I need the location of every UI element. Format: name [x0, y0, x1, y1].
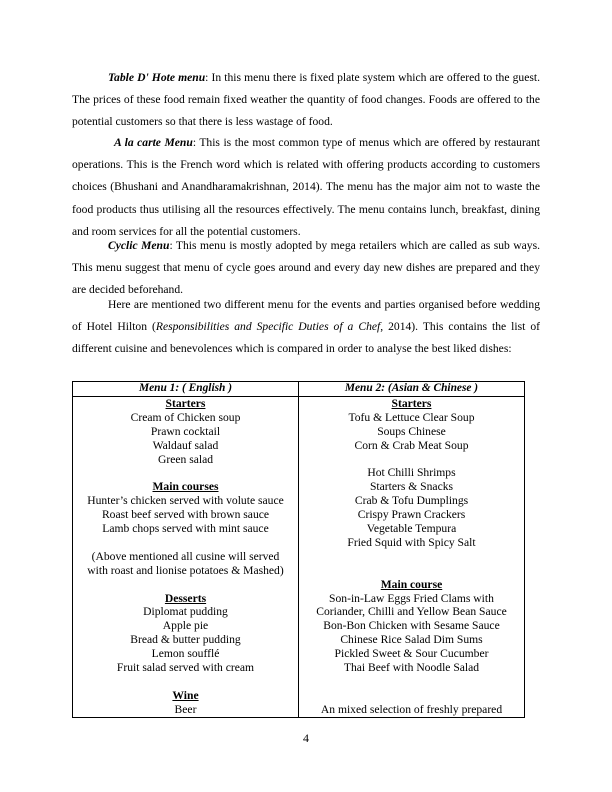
term-table-dhote: Table D' Hote menu — [108, 71, 206, 84]
paragraph-cyclic — [72, 235, 540, 302]
menu-item: Crab & Tofu Dumplings — [354, 494, 469, 508]
paragraph-text: : In this menu there is fixed plate system which are offered to the guest. The prices of these food remain fixed weather the quantity of food changes. Foods are offered to the potential customers so that there is less wastage of food. — [72, 71, 540, 129]
menu-item: Green salad — [157, 452, 214, 466]
paragraph-text: Here are mentioned two different menu for the events and parties organised before wedding of Hotel Hilton ( — [72, 298, 540, 334]
menu-comparison-table — [72, 381, 525, 718]
citation-title: Responsibilities and Specific Duties of a Chef — [155, 320, 381, 334]
menu-item: Crispy Prawn Crackers — [357, 508, 466, 522]
term-a-la-carte: A la carte Menu — [114, 136, 193, 149]
section-heading: Main courses — [152, 480, 219, 494]
menu-item: Bon-Bon Chicken with Sesame Sauce — [323, 619, 500, 633]
paragraph-menus-intro — [72, 294, 540, 361]
menu-item: Tofu & Lettuce Clear Soup — [348, 410, 475, 424]
paragraph-text: : This is the most common type of menus which are offered by restaurant operations. This is the French word which is related with offering products according to customers choices (Bhushani and Anandharamakrishnan, 2014). The menu has the major aim not to waste the food products thus utilising all the resources effectively. The menu contains lunch, breakfast, dining and room services for all the potential customers. — [72, 136, 540, 238]
menu-item: Starters & Snacks — [369, 480, 454, 494]
menu-item: Son-in-Law Eggs Fried Clams with — [329, 591, 494, 605]
term-cyclic: Cyclic Menu — [108, 239, 170, 252]
menu-item: Prawn cocktail — [150, 424, 221, 438]
paragraph-text: : This menu is mostly adopted by mega retailers which are called as sub ways. This menu suggest that menu of cycle goes around and every day new dishes are prepared and they are decided beforehand. — [72, 239, 540, 297]
menu-item: Coriander, Chilli and Yellow Bean Sauce — [316, 605, 507, 619]
menu-item: Chinese Rice Salad Dim Sums — [340, 633, 483, 647]
section-heading: Starters — [165, 396, 206, 410]
menu-item: Diplomat pudding — [143, 605, 228, 619]
menu-1-column — [73, 396, 299, 717]
menu-2-column — [299, 396, 525, 717]
menu-item: Beer — [174, 702, 197, 716]
section-heading: Wine — [172, 688, 199, 702]
menu-item: Cream of Chicken soup — [130, 410, 241, 424]
menu-item: Hot Chilli Shrimps — [367, 466, 456, 480]
menu-item: Pickled Sweet & Sour Cucumber — [334, 647, 489, 661]
menu-item: Hunter’s chicken served with volute sauce — [87, 494, 284, 508]
menu-item: Waldauf salad — [152, 438, 219, 452]
menu-item: Thai Beef with Noodle Salad — [343, 661, 480, 675]
menu-item: Fruit salad served with cream — [116, 661, 255, 675]
menu-item: An mixed selection of freshly prepared — [320, 702, 503, 716]
menu-1-header: Menu 1: ( English ) — [73, 382, 299, 397]
menu-item: Soups Chinese — [377, 424, 446, 438]
menu-item: Lemon soufflé — [151, 647, 220, 661]
menu-item: Bread & butter pudding — [130, 633, 241, 647]
page-number: 4 — [303, 731, 309, 745]
menu-item: Lamb chops served with mint sauce — [102, 522, 269, 536]
paragraph-table-dhote — [72, 67, 540, 134]
section-heading: Desserts — [164, 591, 207, 605]
paragraph-text: , 2014). This contains the list of different cuisine and benevolences which is compared in order to analyse the best liked dishes: — [72, 320, 540, 356]
menu-item: Vegetable Tempura — [366, 522, 457, 536]
section-heading: Main course — [380, 577, 443, 591]
section-heading: Starters — [391, 396, 432, 410]
menu-item: Fried Squid with Spicy Salt — [347, 535, 476, 549]
menu-item: Corn & Crab Meat Soup — [354, 438, 469, 452]
menu-note: (Above mentioned all cusine will served — [91, 549, 280, 563]
menu-2-header: Menu 2: (Asian & Chinese ) — [299, 382, 525, 397]
menu-note: with roast and lionise potatoes & Mashed) — [87, 563, 284, 577]
paragraph-a-la-carte — [72, 132, 540, 243]
menu-item: Apple pie — [162, 619, 209, 633]
menu-item: Roast beef served with brown sauce — [101, 508, 270, 522]
